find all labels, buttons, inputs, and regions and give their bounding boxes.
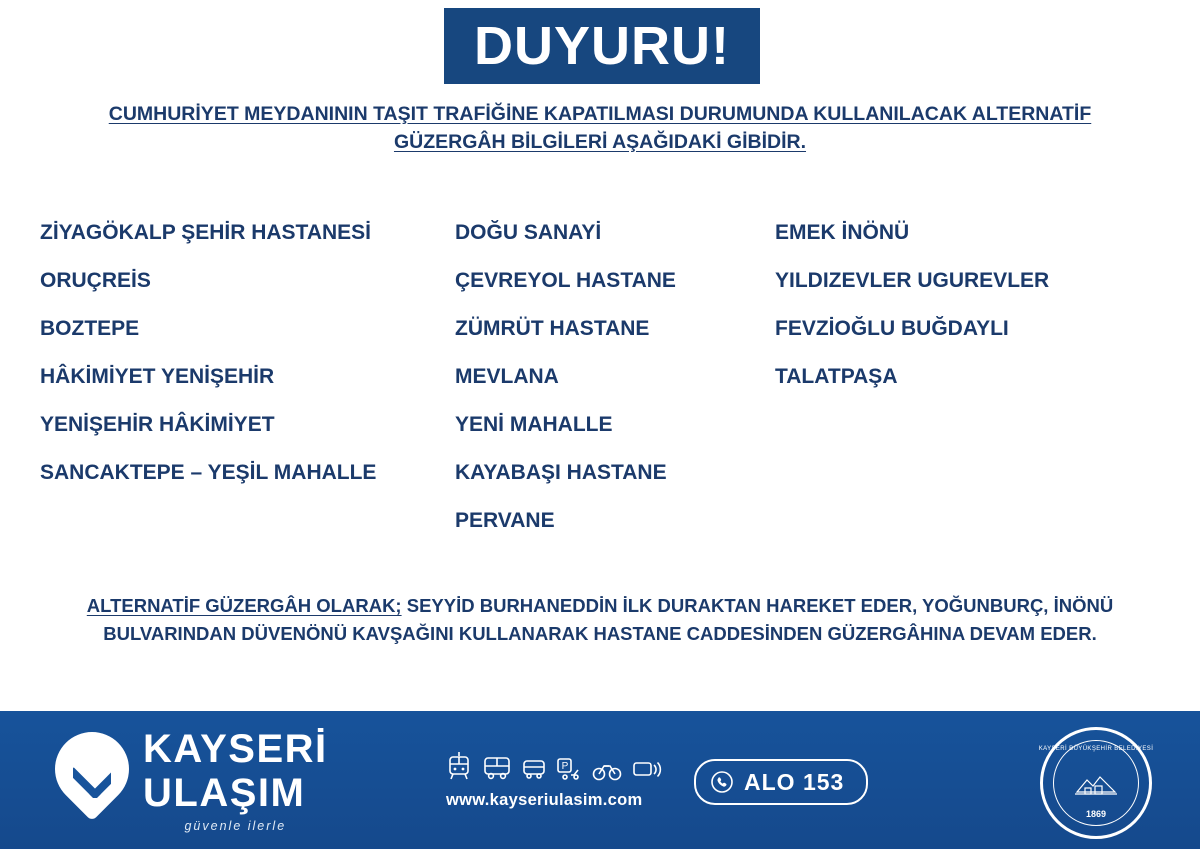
list-item: ZİYAGÖKALP ŞEHİR HASTANESİ — [40, 221, 371, 244]
footer-bar — [0, 711, 1200, 849]
list-item: KAYABAŞI HASTANE — [455, 461, 667, 484]
phone-icon — [710, 770, 734, 794]
list-item: PERVANE — [455, 509, 555, 532]
route-column-1 — [40, 222, 455, 558]
list-item: YENİŞEHİR HÂKİMİYET — [40, 413, 275, 436]
announcement-title-band — [444, 8, 760, 84]
minibus-icon — [522, 757, 546, 781]
list-item: EMEK İNÖNÜ — [775, 221, 910, 244]
list-item: YENİ MAHALLE — [455, 413, 613, 436]
contactless-card-icon — [632, 759, 662, 781]
alternative-route-note — [40, 592, 1160, 648]
list-item: YILDIZEVLER UGUREVLER — [775, 269, 1050, 292]
list-item: ZÜMRÜT HASTANE — [455, 317, 650, 340]
list-item: ORUÇREİS — [40, 269, 151, 292]
brand-slogan: güvenle ilerle — [184, 819, 287, 833]
hotline-label: ALO 153 — [744, 768, 845, 795]
list-item: DOĞU SANAYİ — [455, 221, 602, 244]
list-item: BOZTEPE — [40, 317, 140, 340]
map-pin-icon — [55, 732, 129, 830]
page-title: DUYURU! — [474, 16, 730, 76]
website-link[interactable]: www.kayseriulasim.com — [446, 791, 643, 809]
route-column-2 — [455, 222, 775, 558]
note-lead: ALTERNATİF GÜZERGÂH OLARAK; — [86, 595, 402, 616]
route-column-3 — [775, 222, 1160, 558]
seal-top-text: KAYSERİ BÜYÜKŞEHİR BELEDİYESİ — [1038, 746, 1154, 752]
list-item: SANCAKTEPE – YEŞİL MAHALLE — [40, 461, 377, 484]
subtitle-line-1: CUMHURİYET MEYDANININ TAŞIT TRAFİĞİNE KAPATILMASI DURUMUNDA KULLANILACAK ALTERNATİF — [108, 103, 1092, 125]
municipality-seal — [1040, 727, 1152, 839]
seal-inner-ring — [1038, 740, 1154, 826]
svg-text:P: P — [561, 761, 569, 772]
list-item: MEVLANA — [455, 365, 559, 388]
transport-icon-row — [446, 747, 686, 781]
castle-mountain-icon — [1073, 772, 1119, 798]
route-columns — [40, 222, 1160, 558]
bicycle-icon — [592, 759, 622, 781]
announcement-subtitle — [40, 100, 1160, 157]
note-body: SEYYİD BURHANEDDİN İLK DURAKTAN HAREKET EDER, YOĞUNBURÇ, İNÖNÜ BULVARINDAN DÜVENÖNÜ KAVŞAĞINI KULLANARAK HASTANE CADDESİNDEN GÜZERGÂHINA DEVAM EDER. — [103, 595, 1114, 644]
list-item: FEVZİOĞLU BUĞDAYLI — [775, 317, 1009, 340]
bus-icon — [482, 755, 512, 781]
kayseri-ulasim-logo — [55, 729, 328, 833]
tram-icon — [446, 751, 472, 781]
footer-contact-block — [446, 747, 686, 810]
brand-line-1: KAYSERİ — [143, 727, 328, 771]
brand-wordmark — [143, 729, 328, 833]
list-item: HÂKİMİYET YENİŞEHİR — [40, 365, 275, 388]
parking-icon — [556, 757, 582, 781]
brand-line-2: ULAŞIM — [143, 771, 306, 815]
seal-year: 1869 — [1085, 809, 1107, 819]
hotline-badge[interactable] — [694, 759, 868, 805]
subtitle-line-2: GÜZERGÂH BİLGİLERİ AŞAĞIDAKİ GİBİDİR. — [393, 131, 807, 154]
list-item: TALATPAŞA — [775, 365, 898, 388]
list-item: ÇEVREYOL HASTANE — [455, 269, 676, 292]
